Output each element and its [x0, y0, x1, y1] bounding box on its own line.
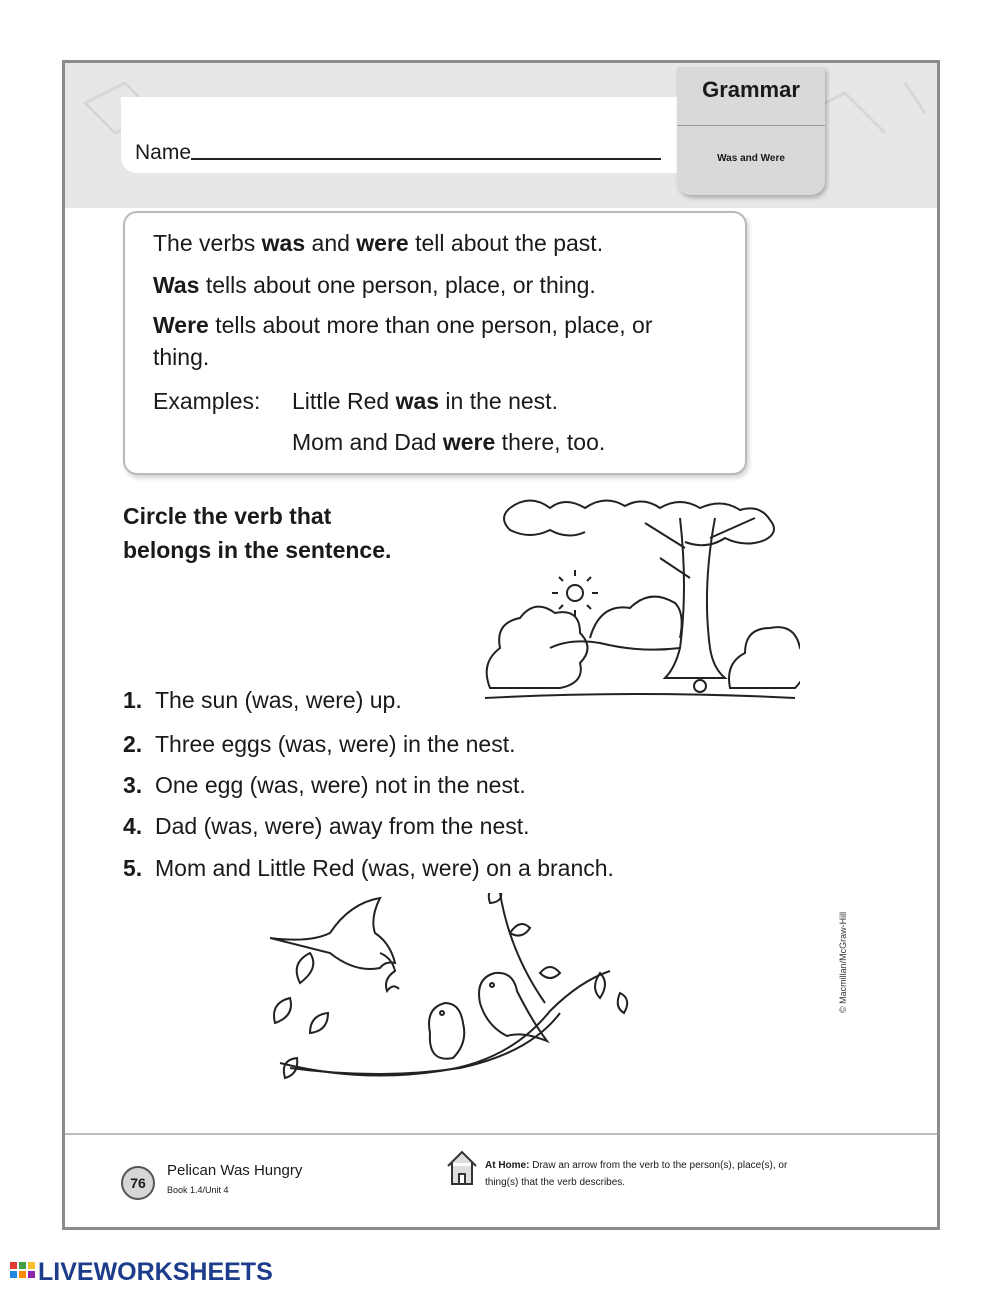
rule-line-2: Was tells about one person, place, or thing.: [153, 272, 596, 298]
instructions: [123, 499, 391, 567]
sentence-2-text[interactable]: Three eggs (was, were) in the nest.: [155, 731, 516, 757]
grammar-tab-title: Grammar: [702, 77, 800, 102]
worksheet-page: [62, 60, 940, 1230]
examples-label: Examples:: [153, 388, 261, 414]
sentence-5-text[interactable]: Mom and Little Red (was, were) on a branch.: [155, 855, 614, 881]
name-bar: [121, 97, 681, 173]
birds-illustration: [270, 893, 650, 1093]
sentence-1: 1. The sun (was, were) up.: [123, 687, 402, 713]
sentence-5: 5. Mom and Little Red (was, were) on a branch.: [123, 855, 614, 881]
brand-wordmark[interactable]: LIVEWORKSHEETS: [38, 1258, 273, 1286]
page-number-badge: 76: [121, 1166, 155, 1200]
divider: [677, 125, 825, 126]
sentence-2: 2. Three eggs (was, were) in the nest.: [123, 731, 516, 757]
instructions-line-2: belongs in the sentence.: [123, 537, 392, 563]
grammar-tab: [677, 67, 825, 195]
rule-line-1: The verbs was and were tell about the past.: [153, 230, 604, 256]
book-title: Pelican Was Hungry: [167, 1162, 303, 1179]
at-home-note: At Home: Draw an arrow from the verb to the person(s), place(s), or thing(s) that the verb describes.: [485, 1160, 788, 1188]
grammar-tab-subtitle: Was and Were: [717, 153, 785, 164]
example-2: Mom and Dad were there, too.: [292, 429, 606, 455]
rule-box: [123, 211, 747, 475]
footer-divider: [65, 1133, 937, 1135]
home-icon: [445, 1148, 479, 1188]
copyright-notice: © Macmillan/McGraw-Hill: [838, 911, 848, 1013]
example-1: Little Red was in the nest.: [292, 388, 558, 414]
tree-illustration: [480, 488, 800, 703]
sentence-3-text[interactable]: One egg (was, were) not in the nest.: [155, 772, 526, 798]
book-unit: Book 1.4/Unit 4: [167, 1185, 229, 1195]
sentence-3: 3. One egg (was, were) not in the nest.: [123, 772, 526, 798]
rule-line-3-cont: thing.: [153, 344, 210, 370]
instructions-line-1: Circle the verb that: [123, 503, 332, 529]
sentence-1-text[interactable]: The sun (was, were) up.: [155, 687, 402, 713]
rule-line-3: Were tells about more than one person, place, or: [153, 312, 653, 338]
name-label: Name: [135, 141, 192, 164]
name-input-line[interactable]: [191, 158, 661, 160]
liveworksheets-logo-icon: [10, 1262, 36, 1284]
sentence-4-text[interactable]: Dad (was, were) away from the nest.: [155, 813, 530, 839]
sentence-4: 4. Dad (was, were) away from the nest.: [123, 813, 530, 839]
